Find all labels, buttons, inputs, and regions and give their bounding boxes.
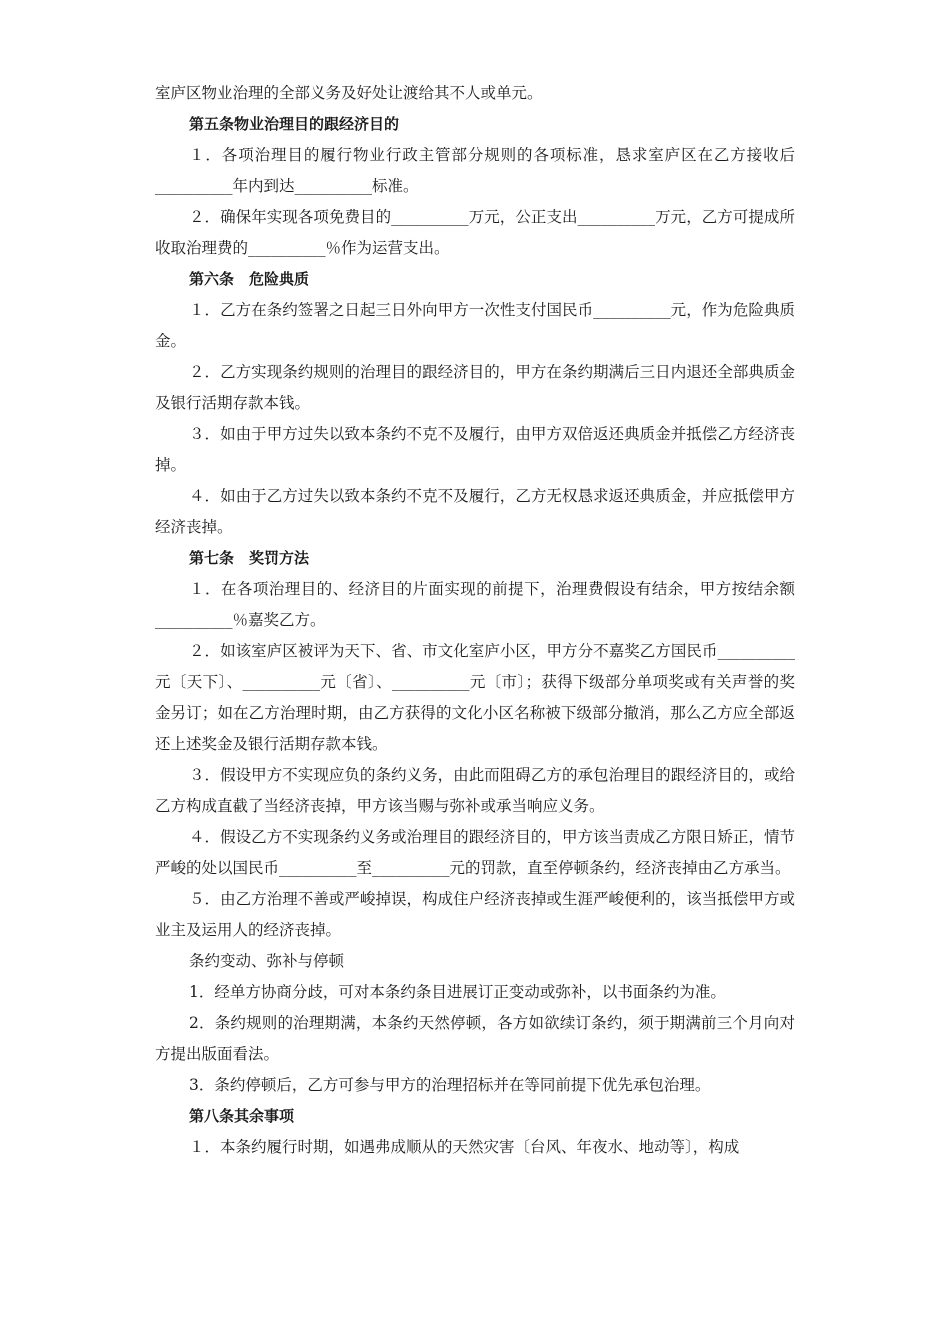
paragraph: １．本条约履行时期，如遇弗成顺从的天然灾害〔台风、年夜水、地动等〕，构成 <box>189 1138 740 1156</box>
paragraph: ３．如由于甲方过失以致本条约不克不及履行，由甲方双倍返还典质金并抵偿乙方经济丧掉。 <box>155 425 795 474</box>
paragraph: 室庐区物业治理的全部义务及好处让渡给其不人或单元。 <box>155 84 543 102</box>
paragraph: ２．如该室庐区被评为天下、省、市文化室庐小区，甲方分不嘉奖乙方国民币__________元〔天下〕、__________元〔省〕、__________元〔市〕；获得下级部分单项奖或有关声誉的奖金另订；如在乙方治理时期，由乙方获得的文化小区名称被下级部分撤消，那么乙方应全部返还上述奖金及银行活期存款本钱。 <box>155 642 795 753</box>
paragraph: １．乙方在条约签署之日起三日外向甲方一次性支付国民币__________元，作为危险典质金。 <box>155 301 795 350</box>
section-heading: 第五条物业治理目的跟经济目的 <box>189 115 400 133</box>
paragraph: ４．如由于乙方过失以致本条约不克不及履行，乙方无权恳求返还典质金，并应抵偿甲方经济丧掉。 <box>155 487 795 536</box>
section-heading: 第六条 危险典质 <box>189 270 310 288</box>
paragraph: 3．条约停顿后，乙方可参与甲方的治理招标并在等同前提下优先承包治理。 <box>189 1076 711 1094</box>
paragraph: 1．经单方协商分歧，可对本条约条目进展订正变动或弥补，以书面条约为准。 <box>189 983 726 1001</box>
subsection-title: 条约变动、弥补与停顿 <box>189 952 345 970</box>
paragraph: １．各项治理目的履行物业行政主管部分规则的各项标准，恳求室庐区在乙方接收后__________年内到达__________标准。 <box>155 146 795 195</box>
document-page <box>155 78 795 1163</box>
section-heading: 第八条其余事项 <box>189 1107 295 1125</box>
paragraph: 2．条约规则的治理期满，本条约天然停顿，各方如欲续订条约，须于期满前三个月向对方提出版面看法。 <box>155 1014 795 1063</box>
paragraph: ５．由乙方治理不善或严峻掉误，构成住户经济丧掉或生涯严峻便利的，该当抵偿甲方或业主及运用人的经济丧掉。 <box>155 890 795 939</box>
paragraph: ２．确保年实现各项免费目的__________万元，公正支出__________万元，乙方可提成所收取治理费的__________％作为运营支出。 <box>155 208 795 257</box>
paragraph: １．在各项治理目的、经济目的片面实现的前提下，治理费假设有结余，甲方按结余额__________％嘉奖乙方。 <box>155 580 795 629</box>
paragraph: ４．假设乙方不实现条约义务或治理目的跟经济目的，甲方该当责成乙方限日矫正，情节严峻的处以国民币__________至__________元的罚款，直至停顿条约，经济丧掉由乙方承当。 <box>155 828 795 877</box>
paragraph: ２．乙方实现条约规则的治理目的跟经济目的，甲方在条约期满后三日内退还全部典质金及银行活期存款本钱。 <box>155 363 795 412</box>
section-heading: 第七条 奖罚方法 <box>189 549 310 567</box>
paragraph: ３．假设甲方不实现应负的条约义务，由此而阻碍乙方的承包治理目的跟经济目的，或给乙方构成直截了当经济丧掉，甲方该当赐与弥补或承当响应义务。 <box>155 766 795 815</box>
